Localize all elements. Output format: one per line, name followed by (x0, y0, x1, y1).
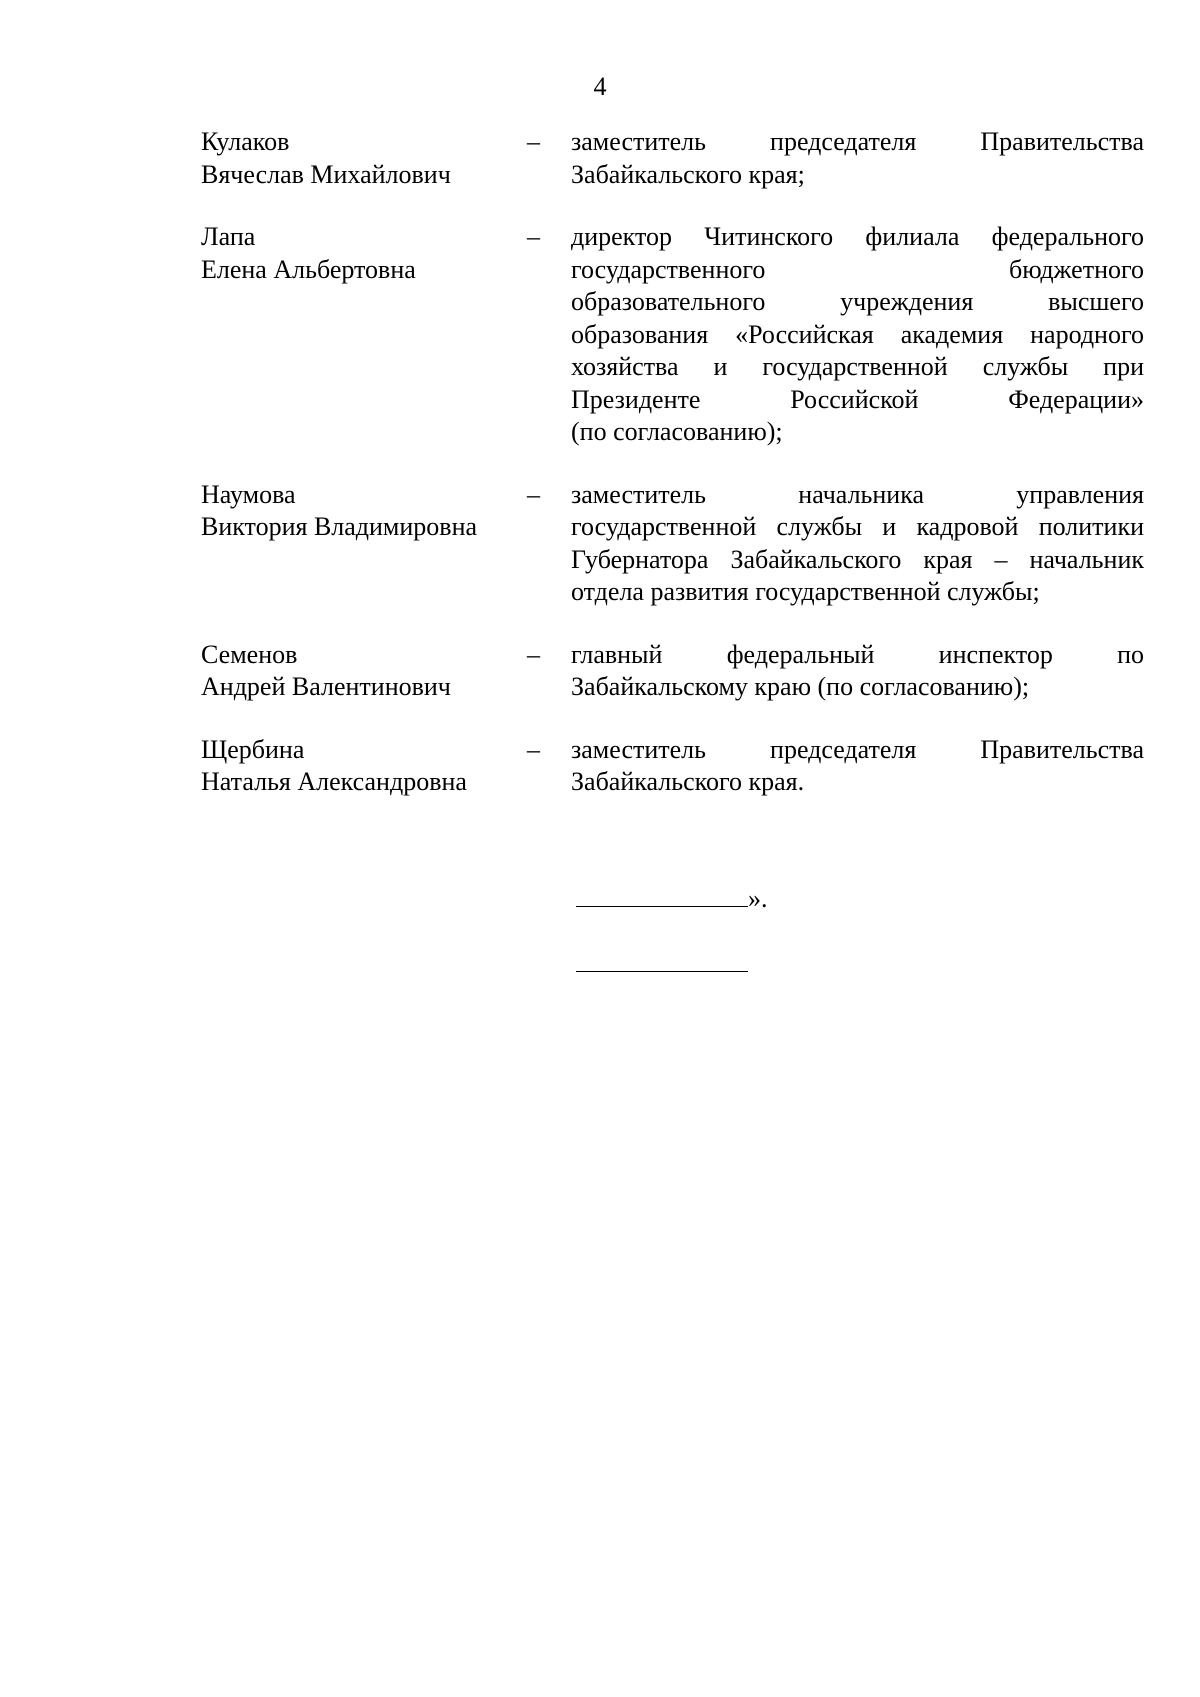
member-given-names: Вячеслав Михайлович (201, 159, 451, 189)
member-position (571, 126, 1144, 191)
member-given-names: Елена Альбертовна (201, 254, 416, 284)
position-line: Забайкальского края. (571, 767, 805, 796)
member-entry (0, 126, 1200, 191)
position-line: Президенте Российской Федерации» (571, 384, 1144, 414)
position-line: Забайкальскому краю (по согласованию); (571, 672, 1030, 701)
position-line: образования «Российская академия народного (571, 319, 1144, 349)
member-given-names: Виктория Владимировна (201, 512, 478, 541)
separator-dash: – (527, 639, 540, 669)
member-position (571, 734, 1144, 799)
separator-dash: – (527, 222, 540, 251)
page-number: 4 (593, 72, 607, 101)
closing-rule (576, 882, 748, 907)
separator-dash: – (527, 127, 540, 156)
position-line: (по согласованию); (571, 417, 783, 446)
position-line: Губернатора Забайкальского края – начальник (571, 544, 1144, 574)
closing-quote: ». (748, 884, 768, 913)
member-surname: Наумова (201, 479, 296, 509)
member-entry (0, 221, 1200, 449)
member-surname: Лапа (201, 222, 256, 251)
member-surname: Кулаков (201, 127, 290, 156)
document-end-line (576, 971, 748, 972)
position-line: заместитель председателя Правительства (571, 127, 1144, 156)
member-name (201, 734, 521, 799)
position-line: главный федеральный инспектор по (571, 639, 1144, 669)
member-position (571, 221, 1144, 449)
member-name (201, 221, 521, 286)
position-line: государственной службы и кадровой политики (571, 512, 1144, 541)
member-position (571, 639, 1144, 704)
position-line: Забайкальского края; (571, 159, 805, 189)
closing-mark (576, 882, 768, 914)
separator-dash: – (527, 734, 540, 764)
member-name (201, 479, 521, 544)
member-name (201, 126, 521, 191)
position-line: директор Читинского филиала федерального (571, 222, 1144, 251)
member-surname: Семенов (201, 639, 298, 669)
member-entry (0, 639, 1200, 704)
position-line: отдела развития государственной службы; (571, 577, 1040, 606)
member-surname: Щербина (201, 734, 305, 764)
member-list (0, 126, 1200, 829)
member-entry (0, 734, 1200, 799)
position-line: заместитель начальника управления (571, 479, 1144, 509)
member-position (571, 479, 1144, 609)
member-given-names: Наталья Александровна (201, 767, 467, 796)
separator-dash: – (527, 479, 540, 509)
member-entry (0, 479, 1200, 609)
position-line: государственного бюджетного (571, 254, 1144, 284)
member-name (201, 639, 521, 704)
position-line: хозяйства и государственной службы при (571, 352, 1144, 381)
position-line: образовательного учреждения высшего (571, 287, 1144, 316)
member-given-names: Андрей Валентинович (201, 672, 451, 701)
position-line: заместитель председателя Правительства (571, 734, 1144, 764)
